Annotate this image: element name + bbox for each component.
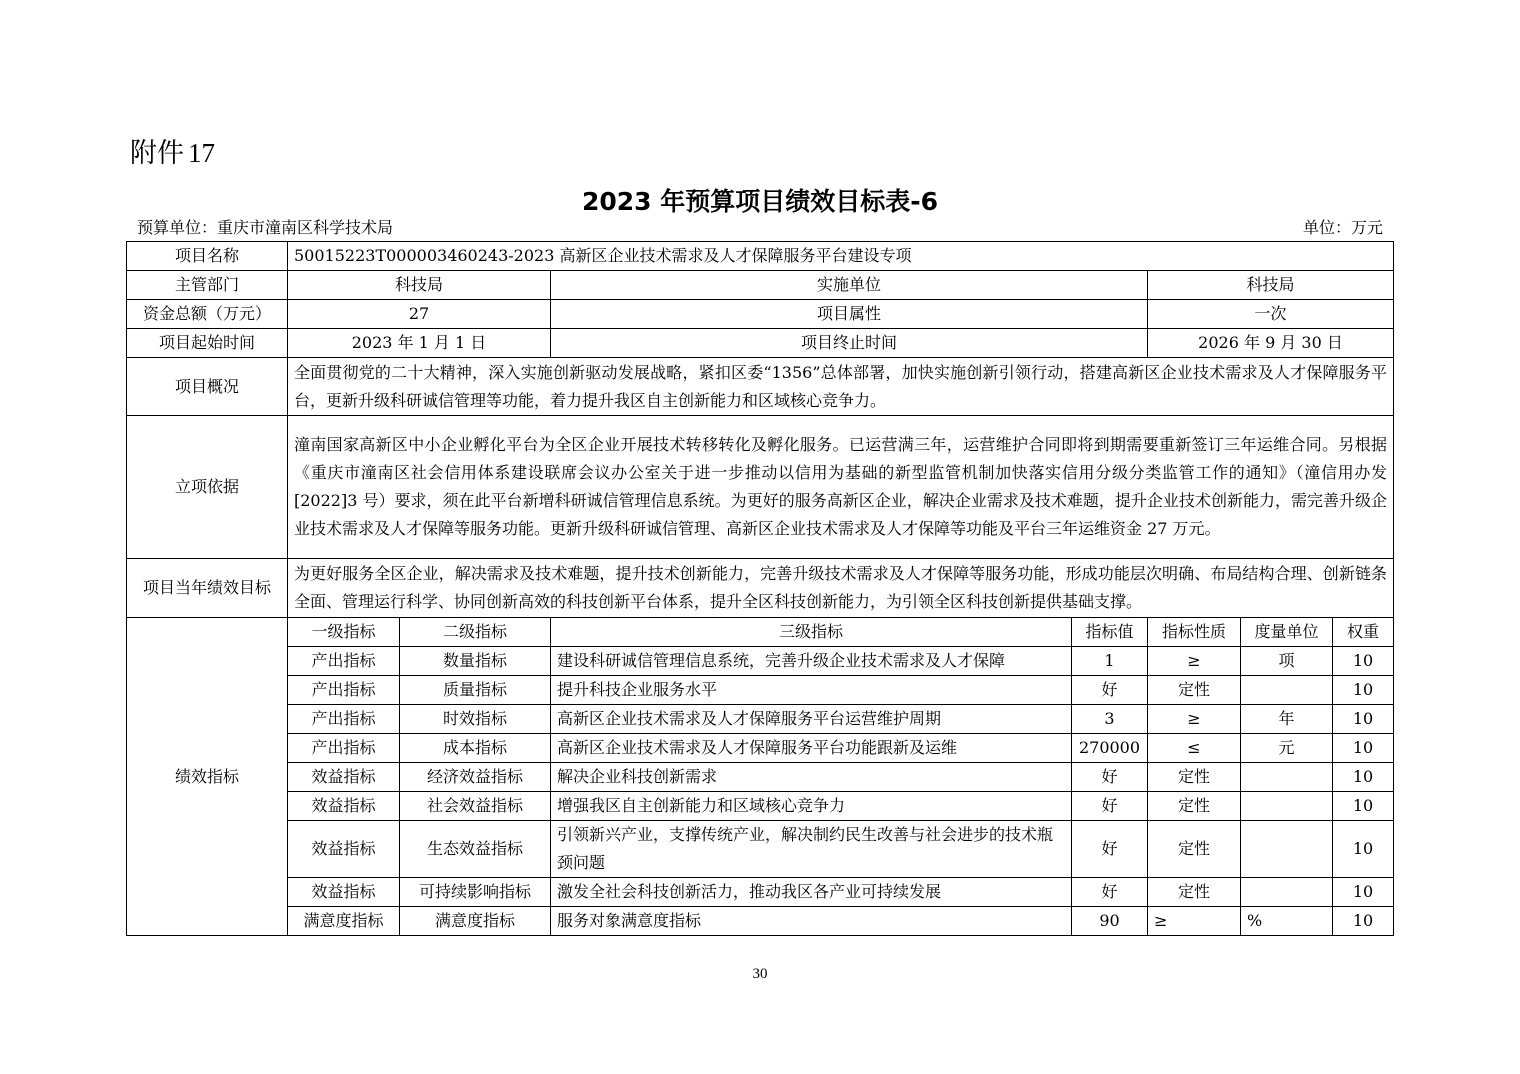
header-level1: 一级指标 xyxy=(288,618,400,647)
goal-label: 项目当年绩效目标 xyxy=(127,559,288,618)
attachment-label xyxy=(130,131,215,170)
header-value: 指标值 xyxy=(1072,618,1148,647)
currency-unit: 单位：万元 xyxy=(1302,218,1383,237)
cell-level3: 增强我区自主创新能力和区域核心竞争力 xyxy=(551,792,1072,821)
cell-value: 3 xyxy=(1072,705,1148,734)
table-row xyxy=(127,734,1394,763)
cell-value: 好 xyxy=(1072,676,1148,705)
row-fund xyxy=(127,300,1394,329)
cell-level3: 高新区企业技术需求及人才保障服务平台功能跟新及运维 xyxy=(551,734,1072,763)
cell-unit xyxy=(1241,676,1333,705)
start-value: 2023 年 1 月 1 日 xyxy=(288,329,551,358)
header-level3: 三级指标 xyxy=(551,618,1072,647)
cell-unit: 项 xyxy=(1241,647,1333,676)
basis-text: 潼南国家高新区中小企业孵化平台为全区企业开展技术转移转化及孵化服务。已运营满三年，运营维护合同即将到期需要重新签订三年运维合同。另根据《重庆市潼南区社会信用体系建设联席会议办公室关于进一步推动以信用为基础的新型监管机制加快落实信用分级分类监管工作的通知》（潼信用办发[2022]3 号）要求，须在此平台新增科研诚信管理信息系统。为更好的服务高新区企业，解决企业需求及技术难题，提升企业技术创新能力，需完善升级企业技术需求及人才保障等服务功能。更新升级科研诚信管理、高新区企业技术需求及人才保障等功能及平台三年运维资金 27 万元。 xyxy=(288,416,1394,559)
cell-level1: 产出指标 xyxy=(288,676,400,705)
row-overview xyxy=(127,358,1394,416)
table-row xyxy=(127,907,1394,936)
header-unit: 度量单位 xyxy=(1241,618,1333,647)
cell-level2: 满意度指标 xyxy=(400,907,551,936)
cell-weight: 10 xyxy=(1333,676,1394,705)
cell-value: 90 xyxy=(1072,907,1148,936)
attr-value: 一次 xyxy=(1148,300,1394,329)
impl-value: 科技局 xyxy=(1148,271,1394,300)
cell-value: 好 xyxy=(1072,878,1148,907)
fund-label: 资金总额（万元） xyxy=(127,300,288,329)
cell-value: 1 xyxy=(1072,647,1148,676)
cell-nature: 定性 xyxy=(1148,878,1241,907)
cell-level1: 效益指标 xyxy=(288,792,400,821)
overview-label: 项目概况 xyxy=(127,358,288,416)
cell-level3: 建设科研诚信管理信息系统，完善升级企业技术需求及人才保障 xyxy=(551,647,1072,676)
dept-value: 科技局 xyxy=(288,271,551,300)
budget-unit: 预算单位：重庆市潼南区科学技术局 xyxy=(137,218,394,237)
cell-level3: 解决企业科技创新需求 xyxy=(551,763,1072,792)
cell-level1: 满意度指标 xyxy=(288,907,400,936)
end-value: 2026 年 9 月 30 日 xyxy=(1148,329,1394,358)
cell-level1: 效益指标 xyxy=(288,878,400,907)
row-goal xyxy=(127,559,1394,618)
row-dept xyxy=(127,271,1394,300)
attachment-number: 17 xyxy=(188,138,215,168)
perf-header-row xyxy=(127,618,1394,647)
cell-level1: 产出指标 xyxy=(288,734,400,763)
cell-unit xyxy=(1241,763,1333,792)
cell-weight: 10 xyxy=(1333,878,1394,907)
cell-level2: 经济效益指标 xyxy=(400,763,551,792)
cell-value: 270000 xyxy=(1072,734,1148,763)
cell-weight: 10 xyxy=(1333,705,1394,734)
dept-label: 主管部门 xyxy=(127,271,288,300)
cell-level3: 高新区企业技术需求及人才保障服务平台运营维护周期 xyxy=(551,705,1072,734)
table-row xyxy=(127,821,1394,878)
cell-level2: 质量指标 xyxy=(400,676,551,705)
cell-unit: 年 xyxy=(1241,705,1333,734)
header-level2: 二级指标 xyxy=(400,618,551,647)
cell-nature: 定性 xyxy=(1148,763,1241,792)
cell-value: 好 xyxy=(1072,763,1148,792)
table-row xyxy=(127,763,1394,792)
table-row xyxy=(127,878,1394,907)
cell-level1: 产出指标 xyxy=(288,647,400,676)
cell-nature: ≤ xyxy=(1148,734,1241,763)
cell-value: 好 xyxy=(1072,792,1148,821)
document-title: 2023 年预算项目绩效目标表-6 xyxy=(581,187,939,216)
header-nature: 指标性质 xyxy=(1148,618,1241,647)
project-name-value: 50015223T000003460243-2023 高新区企业技术需求及人才保障服务平台建设专项 xyxy=(288,242,1394,271)
cell-level1: 效益指标 xyxy=(288,763,400,792)
table-row xyxy=(127,676,1394,705)
cell-level2: 可持续影响指标 xyxy=(400,878,551,907)
cell-nature: 定性 xyxy=(1148,676,1241,705)
cell-nature: ≥ xyxy=(1148,705,1241,734)
cell-weight: 10 xyxy=(1333,792,1394,821)
cell-level3: 提升科技企业服务水平 xyxy=(551,676,1072,705)
impl-label: 实施单位 xyxy=(551,271,1148,300)
cell-level3: 引领新兴产业，支撑传统产业，解决制约民生改善与社会进步的技术瓶颈问题 xyxy=(551,821,1072,878)
table-row xyxy=(127,792,1394,821)
table-row xyxy=(127,705,1394,734)
cell-value: 好 xyxy=(1072,821,1148,878)
cell-nature: ≥ xyxy=(1148,647,1241,676)
cell-level1: 效益指标 xyxy=(288,821,400,878)
row-basis xyxy=(127,416,1394,559)
row-dates xyxy=(127,329,1394,358)
cell-level3: 服务对象满意度指标 xyxy=(551,907,1072,936)
cell-weight: 10 xyxy=(1333,821,1394,878)
cell-unit: % xyxy=(1241,907,1333,936)
goal-text: 为更好服务全区企业，解决需求及技术难题，提升技术创新能力，完善升级技术需求及人才保障等服务功能，形成功能层次明确、布局结构合理、创新链条全面、管理运行科学、协同创新高效的科技创新平台体系，提升全区科技创新能力，为引领全区科技创新提供基础支撑。 xyxy=(288,559,1394,618)
cell-level2: 数量指标 xyxy=(400,647,551,676)
cell-unit xyxy=(1241,792,1333,821)
cell-weight: 10 xyxy=(1333,647,1394,676)
cell-level2: 生态效益指标 xyxy=(400,821,551,878)
cell-weight: 10 xyxy=(1333,734,1394,763)
header-weight: 权重 xyxy=(1333,618,1394,647)
table-row xyxy=(127,647,1394,676)
cell-level2: 社会效益指标 xyxy=(400,792,551,821)
page-number: 30 xyxy=(752,966,768,982)
cell-unit xyxy=(1241,878,1333,907)
project-name-label: 项目名称 xyxy=(127,242,288,271)
cell-weight: 10 xyxy=(1333,763,1394,792)
attr-label: 项目属性 xyxy=(551,300,1148,329)
overview-text: 全面贯彻党的二十大精神，深入实施创新驱动发展战略，紧扣区委“1356”总体部署，加快实施创新引领行动，搭建高新区企业技术需求及人才保障服务平台，更新升级科研诚信管理等功能，着力提升我区自主创新能力和区域核心竞争力。 xyxy=(288,358,1394,416)
basis-label: 立项依据 xyxy=(127,416,288,559)
cell-weight: 10 xyxy=(1333,907,1394,936)
cell-level1: 产出指标 xyxy=(288,705,400,734)
performance-table xyxy=(126,241,1394,936)
cell-unit xyxy=(1241,821,1333,878)
end-label: 项目终止时间 xyxy=(551,329,1148,358)
cell-level2: 成本指标 xyxy=(400,734,551,763)
cell-level2: 时效指标 xyxy=(400,705,551,734)
fund-value: 27 xyxy=(288,300,551,329)
row-project-name xyxy=(127,242,1394,271)
perf-label: 绩效指标 xyxy=(127,618,288,936)
cell-level3: 激发全社会科技创新活力，推动我区各产业可持续发展 xyxy=(551,878,1072,907)
attachment-text: 附件 xyxy=(130,138,184,169)
cell-nature: 定性 xyxy=(1148,821,1241,878)
cell-nature: 定性 xyxy=(1148,792,1241,821)
cell-unit: 元 xyxy=(1241,734,1333,763)
start-label: 项目起始时间 xyxy=(127,329,288,358)
cell-nature: ≥ xyxy=(1148,907,1241,936)
